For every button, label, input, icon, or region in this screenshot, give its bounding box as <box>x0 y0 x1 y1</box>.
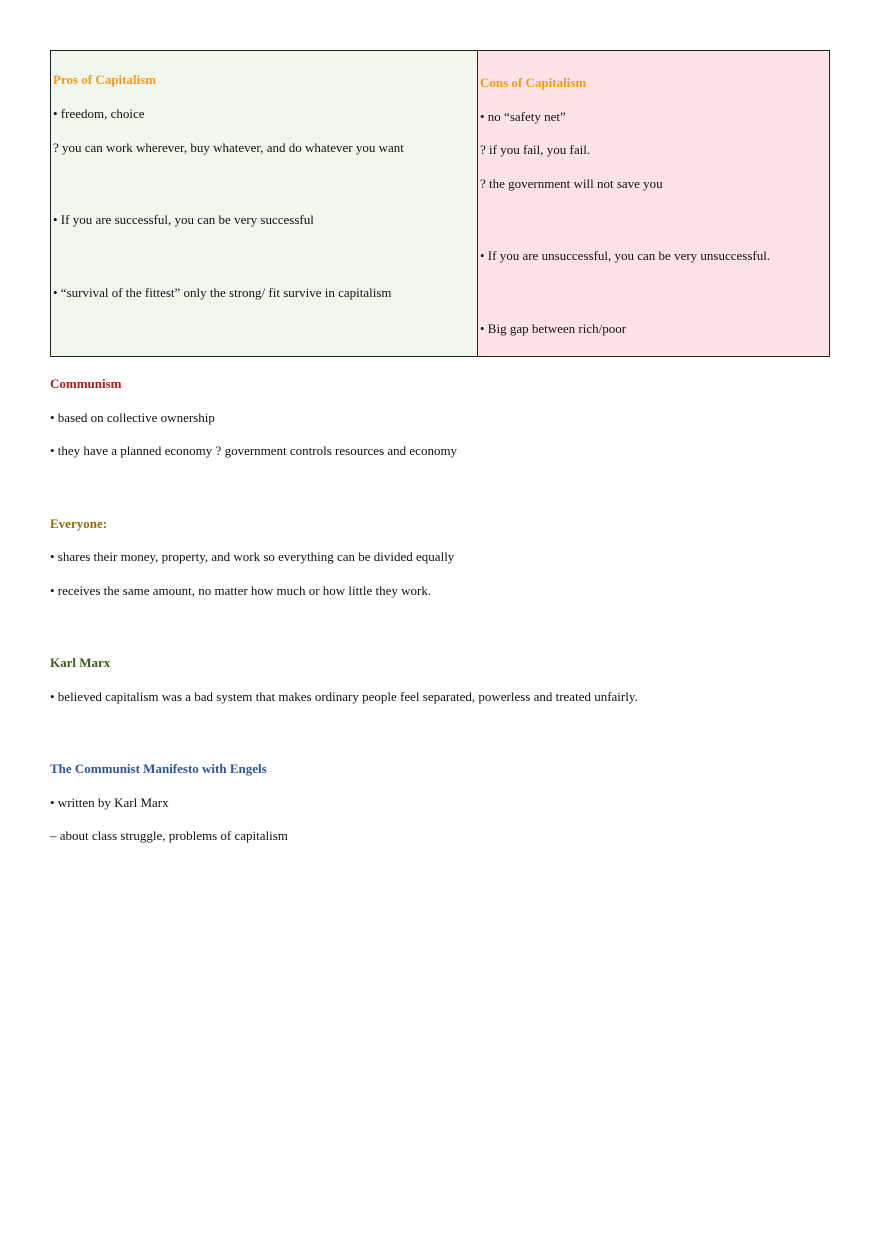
cons-column <box>478 51 829 356</box>
cons-item: • Big gap between rich/poor <box>480 321 627 336</box>
pros-cons-table <box>50 50 830 357</box>
manifesto-item: – about class struggle, problems of capitalism <box>50 828 288 843</box>
communism-item: • they have a planned economy ? government controls resources and economy <box>50 443 458 458</box>
communism-item: • based on collective ownership <box>50 410 215 425</box>
pros-column <box>51 51 478 356</box>
karl-marx-heading: Karl Marx <box>50 655 111 670</box>
cons-item: • If you are unsuccessful, you can be very unsuccessful. <box>480 248 771 263</box>
pros-item: ? you can work wherever, buy whatever, and do whatever you want <box>53 140 404 155</box>
cons-item: • no “safety net” <box>480 109 566 124</box>
cons-item: ? the government will not save you <box>480 176 663 191</box>
pros-heading: Pros of Capitalism <box>53 72 157 87</box>
everyone-item: • receives the same amount, no matter how much or how little they work. <box>50 583 432 598</box>
pros-item: • freedom, choice <box>53 106 145 121</box>
karl-marx-item: • believed capitalism was a bad system that makes ordinary people feel separated, powerless and treated unfairly. <box>50 689 638 704</box>
communism-heading: Communism <box>50 376 122 391</box>
everyone-item: • shares their money, property, and work so everything can be divided equally <box>50 549 455 564</box>
manifesto-heading: The Communist Manifesto with Engels <box>50 761 267 776</box>
cons-item: ? if you fail, you fail. <box>480 142 591 157</box>
cons-heading: Cons of Capitalism <box>480 75 587 90</box>
pros-item: • “survival of the fittest” only the strong/ fit survive in capitalism <box>53 285 392 300</box>
pros-item: • If you are successful, you can be very successful <box>53 212 314 227</box>
manifesto-item: • written by Karl Marx <box>50 795 169 810</box>
everyone-heading: Everyone: <box>50 516 108 531</box>
